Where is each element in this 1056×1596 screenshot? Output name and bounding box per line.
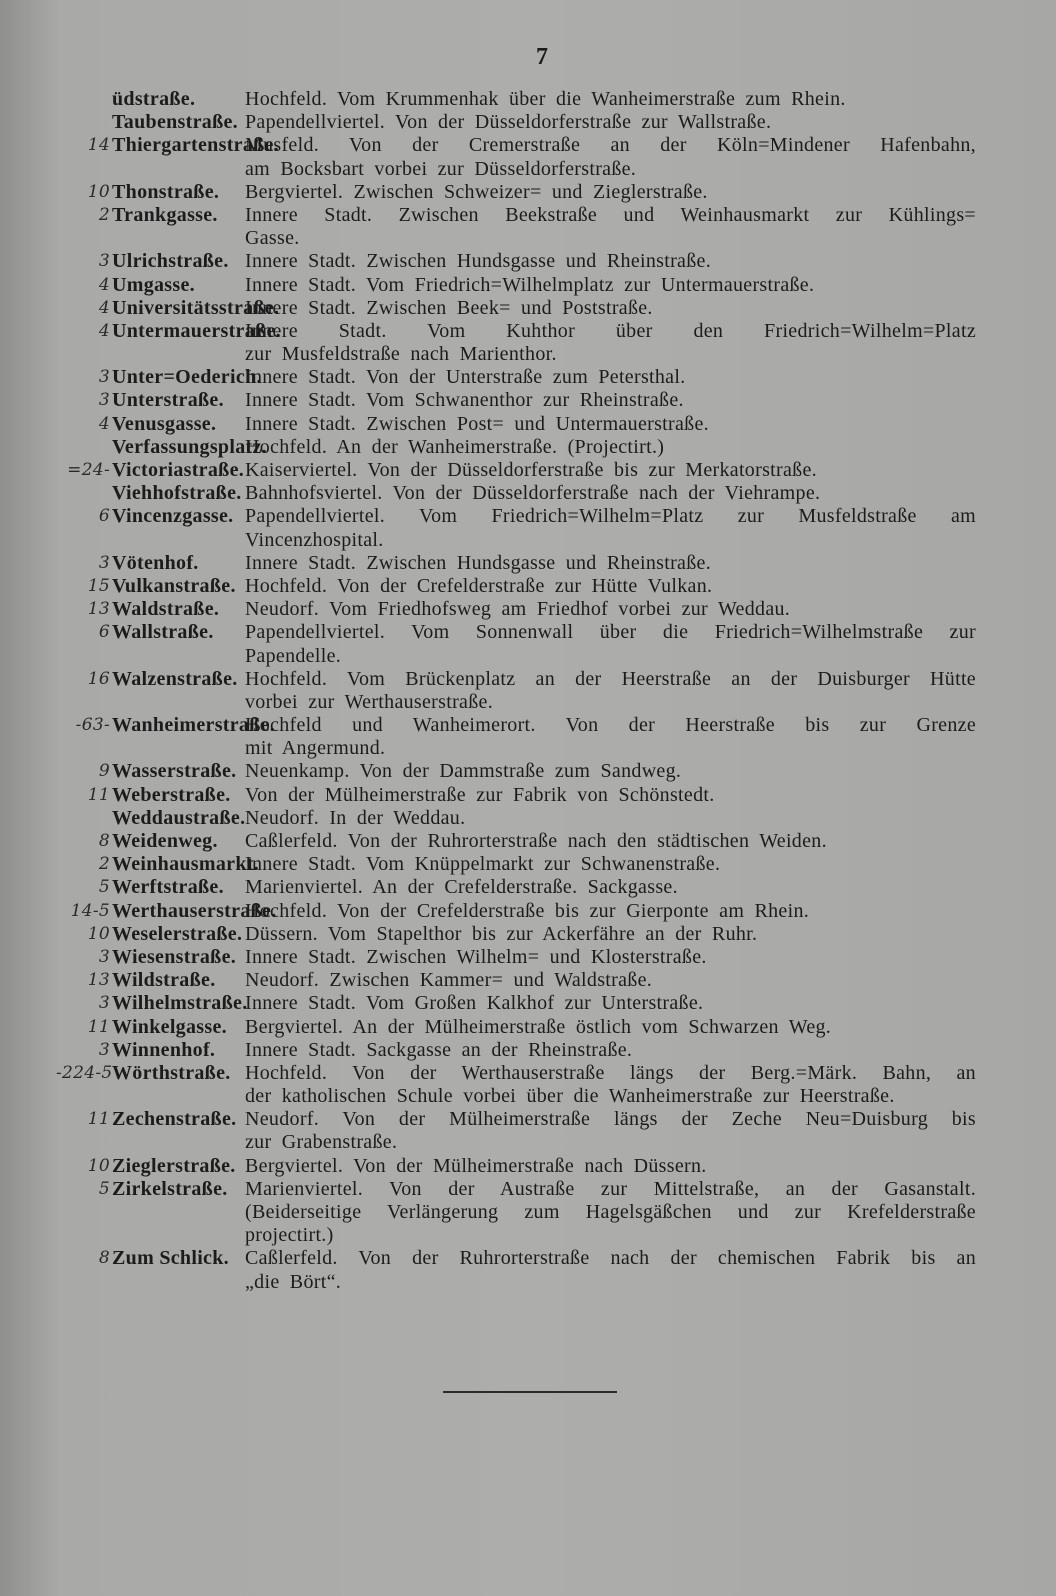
street-description-continued: Papendelle. [245,644,342,667]
street-name: Vötenhof. [112,551,199,574]
street-name: Zirkelstraße. [112,1177,228,1200]
entry-first-line [0,946,1056,969]
street-name: Werthauserstraße. [112,899,277,922]
street-name: Untermauerstraße. [112,319,281,342]
entry-first-line [0,204,1056,227]
street-description: Hochfeld. Von der Crefelderstraße bis zur Gierponte am Rhein. [245,899,810,922]
street-description-continued: vorbei zur Werthauserstraße. [245,690,493,713]
street-entry [0,714,1056,760]
street-description: Von der Mülheimerstraße zur Fabrik von Schönstedt. [245,783,715,806]
street-name: Weselerstraße. [112,922,243,945]
handwritten-margin-note: 10 [87,1155,110,1176]
street-name: Unterstraße. [112,389,224,412]
entry-first-line [0,969,1056,992]
street-description-continued: Vincenzhospital. [245,528,384,551]
street-description: Bergviertel. Von der Mülheimerstraße nach Düssern. [245,1154,707,1177]
entry-first-line [0,250,1056,273]
street-name: Wallstraße. [112,621,214,644]
street-name: Winkelgasse. [112,1015,227,1038]
street-name: üdstraße. [112,88,196,110]
street-description: Caßlerfeld. Von der Ruhrorterstraße nach der chemischen Fabrik bis an [245,1247,976,1270]
entry-first-line [0,181,1056,204]
entry-continuation-line [0,1085,1056,1108]
street-entry [0,552,1056,575]
entry-first-line [0,853,1056,876]
entry-first-line [0,389,1056,412]
handwritten-margin-note: 15 [87,575,110,596]
street-name: Umgasse. [112,273,195,296]
street-entry [0,1016,1056,1039]
street-name: Winnenhof. [112,1038,216,1061]
handwritten-margin-note: 4 [98,297,110,318]
street-name: Vincenzgasse. [112,505,234,528]
entry-first-line [0,1062,1056,1085]
street-description: Neudorf. Vom Friedhofsweg am Friedhof vorbei zur Weddau. [245,598,791,621]
street-description: Düssern. Vom Stapelthor bis zur Ackerfähre an der Ruhr. [245,922,758,945]
street-description-continued: zur Musfeldstraße nach Marienthor. [245,343,557,366]
street-description: Papendellviertel. Vom Friedrich=Wilhelm=Platz zur Musfeldstraße am [245,505,976,528]
street-description: Bergviertel. An der Mülheimerstraße östlich vom Schwarzen Weg. [245,1015,832,1038]
handwritten-margin-note: 11 [87,1109,110,1130]
entry-first-line [0,714,1056,737]
street-name: Unter=Oederich. [112,366,262,389]
street-entry [0,250,1056,273]
entry-first-line [0,1155,1056,1178]
entry-first-line [0,1247,1056,1270]
street-entry [0,181,1056,204]
handwritten-margin-note: 3 [98,367,110,388]
street-description: Hochfeld. An der Wanheimerstraße. (Projectirt.) [245,435,665,458]
entry-first-line [0,552,1056,575]
handwritten-margin-note: 3 [98,251,110,272]
handwritten-margin-note: 4 [98,413,110,434]
entry-first-line [0,459,1056,482]
entry-first-line [0,320,1056,343]
handwritten-margin-note: 8 [98,831,110,851]
street-name: Zechenstraße. [112,1108,237,1131]
street-description: Innere Stadt. Zwischen Post= und Untermauerstraße. [245,412,709,435]
entry-continuation-line [0,529,1056,552]
street-description: Marienviertel. Von der Austraße zur Mittelstraße, an der Gasanstalt. [245,1177,976,1200]
street-description: Marienviertel. An der Crefelderstraße. Sackgasse. [245,876,678,899]
street-name: Waldstraße. [112,598,220,621]
handwritten-margin-note: 9 [98,761,110,782]
street-entry [0,389,1056,412]
street-description: Innere Stadt. Vom Friedrich=Wilhelmplatz zur Untermauerstraße. [245,273,815,296]
street-entry [0,1108,1056,1154]
entry-first-line [0,830,1056,853]
entry-first-line [0,297,1056,320]
street-description: Innere Stadt. Zwischen Hundsgasse und Rheinstraße. [245,551,712,574]
entry-first-line [0,505,1056,528]
street-name: Wanheimerstraße. [112,714,276,737]
handwritten-margin-note: -224-5 [56,1062,113,1083]
street-description-continued: (Beiderseitige Verlängerung zum Hagelsgäßchen und zur Krefelderstraße [245,1201,976,1223]
handwritten-margin-note: 3 [98,390,110,411]
street-name: Wasserstraße. [112,760,237,783]
handwritten-margin-note: 6 [98,506,110,527]
street-name: Thiergartenstraße. [112,134,280,157]
street-entry [0,366,1056,389]
street-entry [0,668,1056,714]
street-entry [0,459,1056,482]
street-description: Hochfeld. Vom Brückenplatz an der Heerstraße an der Duisburger Hütte [245,667,976,690]
entry-first-line [0,88,1056,111]
street-description: Papendellviertel. Von der Düsseldorferstraße zur Wallstraße. [245,111,772,134]
street-entry [0,111,1056,134]
entry-first-line [0,992,1056,1015]
handwritten-margin-note: 4 [98,274,110,295]
street-description: Neudorf. Zwischen Kammer= und Waldstraße. [245,969,653,992]
street-description: Innere Stadt. Zwischen Beek= und Poststraße. [245,296,653,319]
handwritten-margin-note: 4 [98,320,110,341]
entry-first-line [0,274,1056,297]
street-description: Innere Stadt. Vom Kuhthor über den Friedrich=Wilhelm=Platz [245,319,976,342]
street-entry [0,760,1056,783]
street-entry [0,505,1056,551]
street-description: Musfeld. Von der Cremerstraße an der Köln=Mindener Hafenbahn, [245,134,976,157]
street-name: Verfassungsplatz. [112,435,267,458]
street-description: Papendellviertel. Vom Sonnenwall über die Friedrich=Wilhelmstraße zur [245,621,976,644]
entry-first-line [0,366,1056,389]
entry-continuation-line [0,343,1056,366]
street-entry [0,1155,1056,1178]
street-description-continued: am Bocksbart vorbei zur Düsseldorferstraße. [245,157,637,180]
street-name: Universitätsstraße. [112,296,280,319]
entry-first-line [0,436,1056,459]
street-entry [0,413,1056,436]
entry-first-line [0,1039,1056,1062]
entry-first-line [0,760,1056,783]
street-name: Wildstraße. [112,969,216,992]
entry-first-line [0,784,1056,807]
street-entry [0,853,1056,876]
street-description: Innere Stadt. Vom Schwanenthor zur Rheinstraße. [245,389,684,412]
street-description: Innere Stadt. Vom Großen Kalkhof zur Unterstraße. [245,992,704,1015]
street-entry [0,134,1056,180]
handwritten-margin-note: 8 [98,1248,110,1269]
street-description-continued: Gasse. [245,227,300,250]
street-name: Zum Schlick. [112,1247,229,1270]
street-description: Bergviertel. Zwischen Schweizer= und Zieglerstraße. [245,180,708,203]
street-description: Innere Stadt. Zwischen Wilhelm= und Klosterstraße. [245,945,707,968]
entry-first-line [0,413,1056,436]
handwritten-margin-note: 11 [87,1016,110,1037]
handwritten-margin-note: 3 [98,552,110,573]
street-description: Innere Stadt. Sackgasse an der Rheinstraße. [245,1038,633,1061]
street-description-continued: mit Angermund. [245,737,386,760]
entry-continuation-line [0,691,1056,714]
entry-first-line [0,923,1056,946]
entry-continuation-line [0,645,1056,668]
street-description: Innere Stadt. Vom Knüppelmarkt zur Schwanenstraße. [245,853,721,876]
entry-continuation-line [0,1224,1056,1247]
entry-continuation-line [0,737,1056,760]
street-name: Thonstraße. [112,180,220,203]
street-description: Hochfeld. Von der Werthauserstraße längs der Berg.=Märk. Bahn, an [245,1061,976,1084]
street-name: Vulkanstraße. [112,574,236,597]
handwritten-margin-note: =24- [67,460,110,480]
entry-first-line [0,1178,1056,1201]
entry-first-line [0,1016,1056,1039]
street-name: Trankgasse. [112,203,218,226]
street-name: Walzenstraße. [112,667,238,690]
entry-first-line [0,621,1056,644]
handwritten-margin-note: 3 [98,946,110,967]
handwritten-margin-note: 3 [98,993,110,1014]
entry-continuation-line [0,227,1056,250]
street-description: Neudorf. In der Weddau. [245,806,466,829]
street-entry [0,204,1056,250]
street-name: Wiesenstraße. [112,945,237,968]
street-entry [0,900,1056,923]
street-description: Caßlerfeld. Von der Ruhrorterstraße nach den städtischen Weiden. [245,830,827,852]
street-entry [0,1247,1056,1293]
street-description-continued: zur Grabenstraße. [245,1131,398,1154]
street-description-continued: projectirt.) [245,1224,334,1247]
closing-rule [443,1391,617,1393]
street-description-continued: der katholischen Schule vorbei über die Wanheimerstraße zur Heerstraße. [245,1085,895,1108]
street-entry [0,482,1056,505]
entry-first-line [0,598,1056,621]
page-number: 7 [536,44,548,70]
entry-first-line [0,900,1056,923]
handwritten-margin-note: 10 [87,923,110,944]
street-name: Weberstraße. [112,783,231,806]
street-name: Weinhausmarkt. [112,853,260,876]
street-description: Innere Stadt. Zwischen Hundsgasse und Rheinstraße. [245,250,712,273]
entry-first-line [0,876,1056,899]
street-entry [0,1178,1056,1248]
entry-first-line [0,111,1056,134]
street-description: Bahnhofsviertel. Von der Düsseldorferstraße nach der Viehrampe. [245,482,821,505]
entry-first-line [0,482,1056,505]
handwritten-margin-note: 5 [98,1178,110,1199]
handwritten-margin-note: 13 [87,599,110,620]
street-entry [0,436,1056,459]
handwritten-margin-note: 3 [98,1039,110,1060]
entry-first-line [0,575,1056,598]
entry-continuation-line [0,1201,1056,1224]
street-description: Neuenkamp. Von der Dammstraße zum Sandweg. [245,760,682,783]
entry-first-line [0,807,1056,830]
street-description: Kaiserviertel. Von der Düsseldorferstraße bis zur Merkatorstraße. [245,459,817,481]
handwritten-margin-note: 16 [87,668,110,689]
entry-continuation-line [0,1131,1056,1154]
handwritten-margin-note: 6 [98,622,110,643]
street-entry [0,575,1056,598]
street-entry [0,946,1056,969]
entry-first-line [0,668,1056,691]
street-entry [0,88,1056,111]
street-name: Venusgasse. [112,412,217,435]
street-directory-list [0,88,1056,1294]
handwritten-margin-note: 10 [87,181,110,202]
handwritten-margin-note: 2 [98,854,110,875]
street-entry [0,1039,1056,1062]
handwritten-margin-note: 5 [98,877,110,898]
street-description: Hochfeld. Von der Crefelderstraße zur Hütte Vulkan. [245,574,713,597]
street-name: Werftstraße. [112,876,224,899]
street-description: Innere Stadt. Von der Unterstraße zum Petersthal. [245,366,686,389]
entry-continuation-line [0,158,1056,181]
street-description-continued: „die Bört“. [245,1270,342,1293]
street-name: Zieglerstraße. [112,1154,236,1177]
street-entry [0,320,1056,366]
street-entry [0,598,1056,621]
street-description: Neudorf. Von der Mülheimerstraße längs der Zeche Neu=Duisburg bis [245,1108,976,1131]
street-name: Taubenstraße. [112,111,238,134]
street-entry [0,807,1056,830]
handwritten-margin-note: 14-5 [70,900,110,921]
entry-first-line [0,134,1056,157]
street-name: Viehhofstraße. [112,482,242,505]
handwritten-margin-note: 13 [87,970,110,991]
street-entry [0,784,1056,807]
entry-continuation-line [0,1271,1056,1294]
street-name: Wilhelmstraße. [112,992,248,1015]
street-entry [0,621,1056,667]
street-entry [0,923,1056,946]
street-entry [0,1062,1056,1108]
street-name: Wörthstraße. [112,1061,231,1084]
street-description: Hochfeld. Vom Krummenhak über die Wanheimerstraße zum Rhein. [245,88,846,110]
street-name: Weidenweg. [112,830,218,852]
handwritten-margin-note: 14 [87,135,110,156]
handwritten-margin-note: 2 [98,204,110,225]
street-entry [0,274,1056,297]
street-description: Hochfeld und Wanheimerort. Von der Heerstraße bis zur Grenze [245,714,976,737]
street-entry [0,876,1056,899]
handwritten-margin-note: -63- [75,715,110,736]
street-entry [0,992,1056,1015]
entry-first-line [0,1108,1056,1131]
street-name: Weddaustraße. [112,806,246,829]
street-entry [0,969,1056,992]
street-entry [0,297,1056,320]
street-name: Ulrichstraße. [112,250,229,273]
handwritten-margin-note: 11 [87,784,110,805]
street-description: Innere Stadt. Zwischen Beekstraße und Weinhausmarkt zur Kühlings= [245,203,976,226]
street-entry [0,830,1056,853]
street-name: Victoriastraße. [112,459,245,481]
